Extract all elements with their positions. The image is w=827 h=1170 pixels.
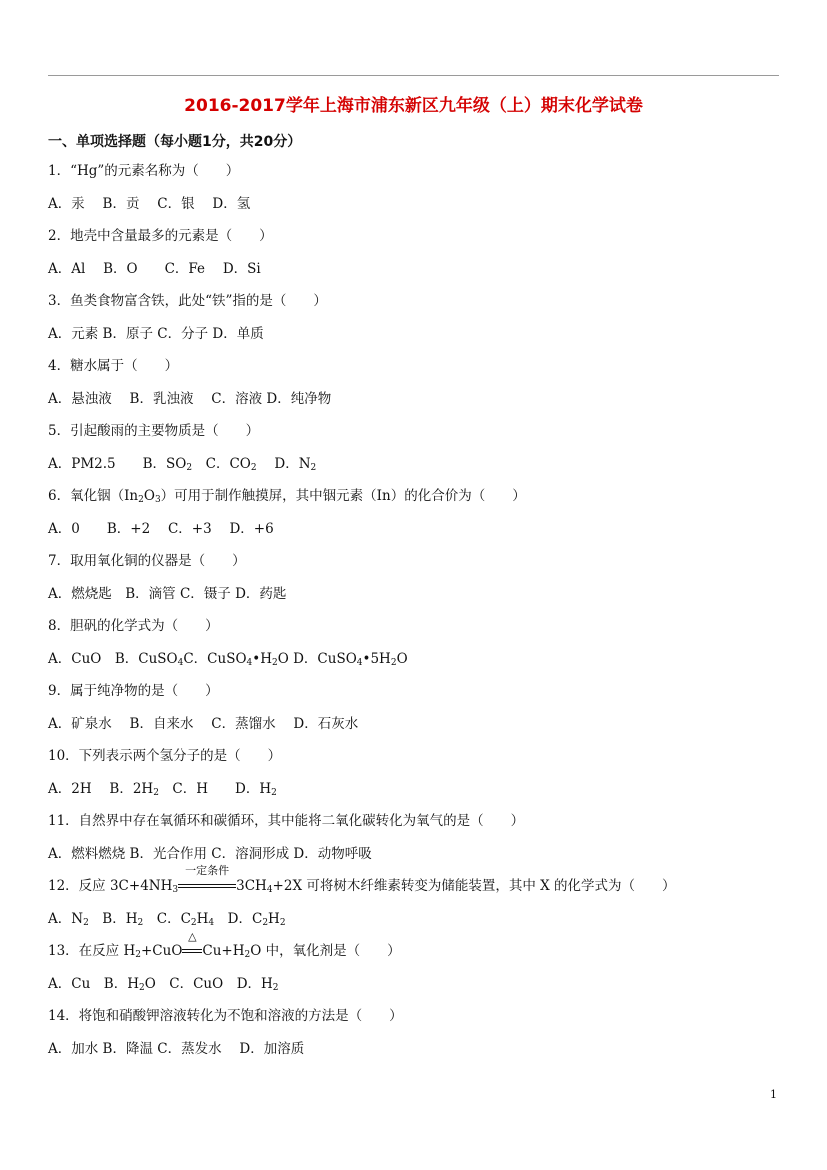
- answer-options-12: A．$N_2$ B．$H_2$ C．$C_2H_4$ D．$C_2H_2$: [48, 911, 286, 928]
- question-9: 9．属于纯净物的是（ ）: [48, 683, 219, 699]
- answer-options-7: A．燃烧匙 B．滴管 C．镊子 D．药匙: [48, 586, 287, 602]
- page-title: 2016-2017学年上海市浦东新区九年级（上）期末化学试卷: [184, 96, 643, 116]
- answer-options-9: A．矿泉水 B．自来水 C．蒸馏水 D．石灰水: [48, 716, 359, 732]
- answer-options-13: A．Cu B．$H_2O$ C．CuO D．$H_2$: [48, 976, 279, 993]
- header-rule: [48, 75, 779, 76]
- question-11: 11．自然界中存在氧循环和碳循环，其中能将二氧化碳转化为氧气的是（ ）: [48, 813, 525, 829]
- question-13: 13．在反应 $H_2+CuO$ △ $Cu+H_2O$ 中，氧化剂是（ ）: [48, 930, 401, 960]
- question-10: 10．下列表示两个氢分子的是（ ）: [48, 748, 282, 764]
- answer-options-4: A．悬浊液 B．乳浊液 C．溶液 D．纯净物: [48, 391, 332, 407]
- question-3: 3．鱼类食物富含铁，此处“铁”指的是（ ）: [48, 293, 327, 309]
- answer-options-11: A．燃料燃烧 B．光合作用 C．溶洞形成 D．动物呼吸: [48, 846, 372, 862]
- reaction-condition-arrow: 一定条件: [178, 878, 236, 892]
- answer-options-3: A．元素 B．原子 C．分子 D．单质: [48, 326, 264, 342]
- answer-options-1: A．汞 B．贡 C．银 D．氢: [48, 196, 251, 212]
- question-14: 14．将饱和硝酸钾溶液转化为不饱和溶液的方法是（ ）: [48, 1008, 403, 1024]
- question-8: 8．胆矾的化学式为（ ）: [48, 618, 219, 634]
- answer-options-5: A．PM2.5 B．$SO_2$ C．$CO_2$ D．$N_2$: [48, 456, 317, 473]
- section-heading: 一、单项选择题（每小题1分，共20分）: [48, 134, 302, 150]
- page-number: 1: [770, 1088, 777, 1101]
- question-4: 4．糖水属于（ ）: [48, 358, 179, 374]
- question-7: 7．取用氧化铜的仪器是（ ）: [48, 553, 246, 569]
- question-1: 1．“Hg”的元素名称为（ ）: [48, 163, 240, 179]
- answer-options-6: A．0 B．+2 C．+3 D．+6: [48, 521, 274, 537]
- heat-condition-arrow: △: [182, 943, 202, 957]
- answer-options-2: A．Al B．O C．Fe D．Si: [48, 261, 261, 277]
- answer-options-8: A．CuO B．CuSO$_4$C．$CuSO_4•H_2O$ D．$CuSO_4•5H_2O$: [48, 651, 408, 668]
- question-6: 6．氧化铟$(In_2O_3)$可用于制作触摸屏，其中铟元素（In）的化合价为（ ）: [48, 488, 526, 505]
- answer-options-14: A．加水 B．降温 C．蒸发水 D．加溶质: [48, 1041, 305, 1057]
- question-5: 5．引起酸雨的主要物质是（ ）: [48, 423, 260, 439]
- question-2: 2．地壳中含量最多的元素是（ ）: [48, 228, 273, 244]
- answer-options-10: A．2H B．$2H_2$ C．H D．$H_2$: [48, 781, 277, 798]
- question-12: 12．反应 $3C+4NH_3$ 一定条件 $3CH_4+2X$ 可将树木纤维素转变为储能装置，其中 X 的化学式为（ ）: [48, 864, 676, 895]
